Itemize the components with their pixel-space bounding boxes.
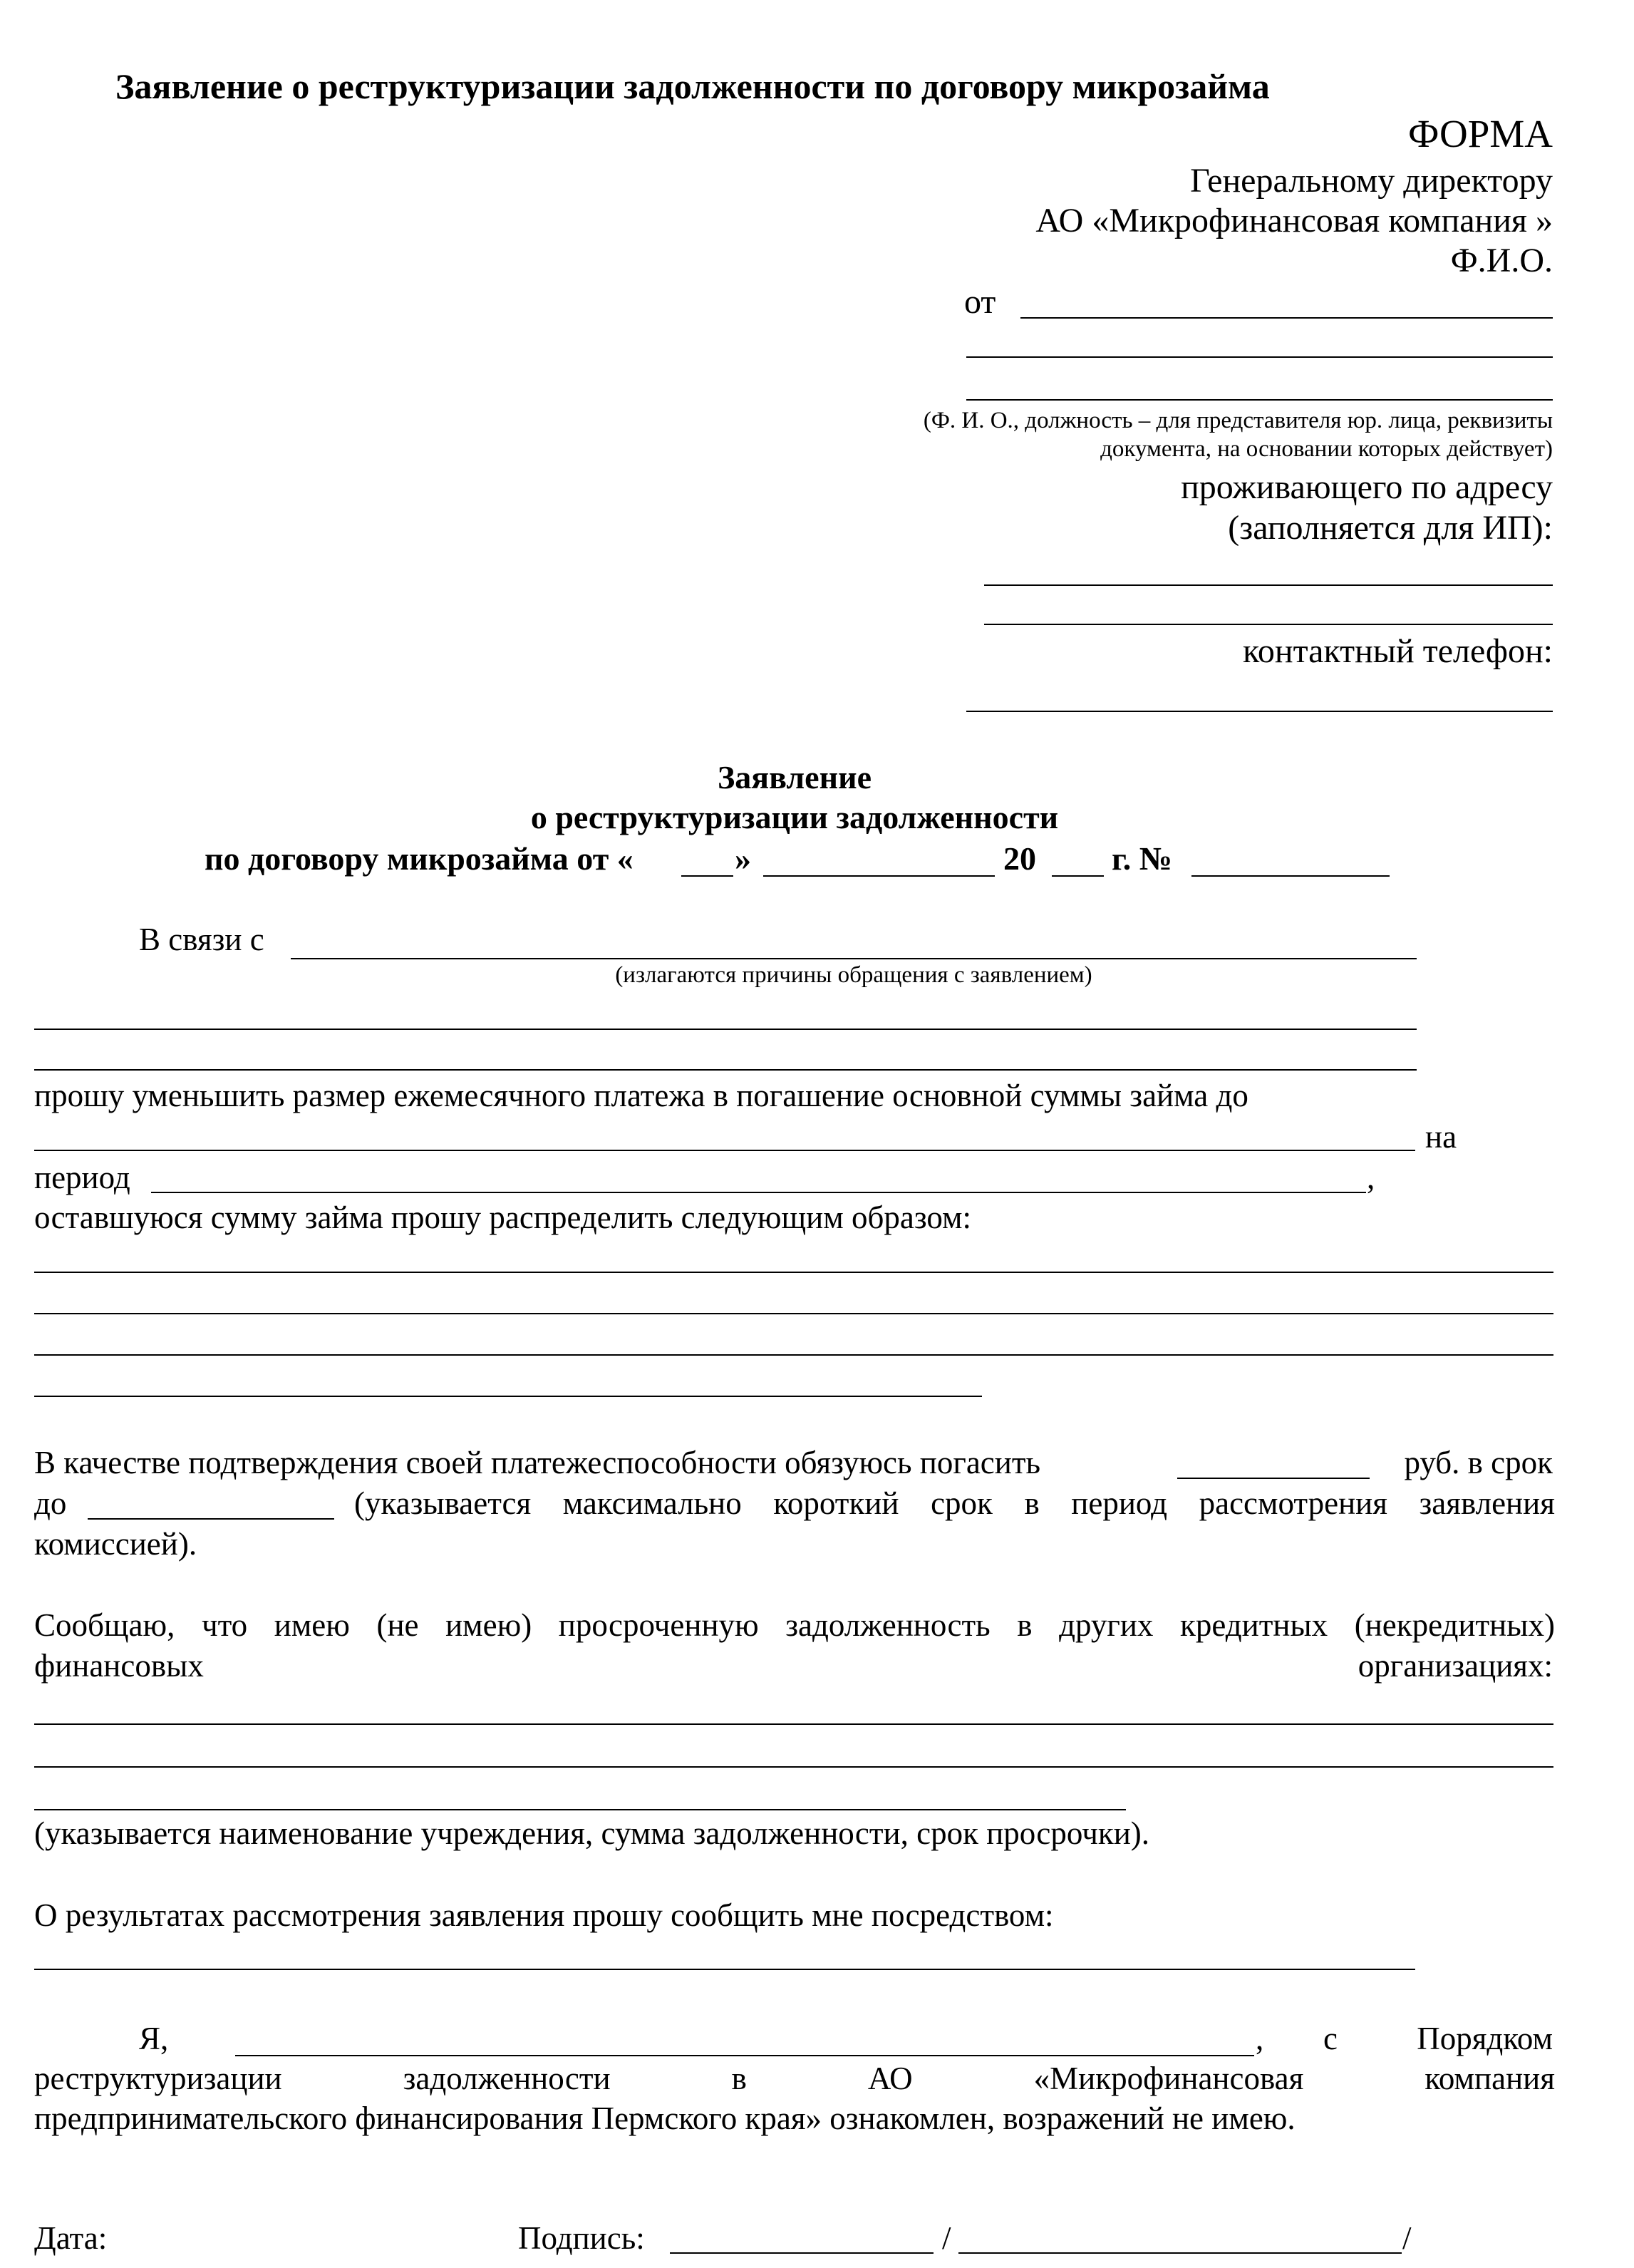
signature-label: Подпись: xyxy=(518,2220,645,2256)
overdue-word: (не xyxy=(376,1607,419,1643)
reason-line-3-field[interactable] xyxy=(34,1069,1417,1071)
phone-field[interactable] xyxy=(966,711,1553,712)
address-line-1-field[interactable] xyxy=(984,584,1553,586)
reason-line-2-field[interactable] xyxy=(34,1029,1417,1030)
contract-year-field[interactable] xyxy=(1052,875,1104,877)
reduce-payment-text: прошу уменьшить размер ежемесячного платежа в погашение основной суммы займа до xyxy=(34,1078,1248,1113)
contract-number-field[interactable] xyxy=(1191,875,1390,877)
applicant-line-2-field[interactable] xyxy=(966,356,1553,358)
solvency-until-label: до xyxy=(34,1485,67,1521)
overdue-word: просроченную xyxy=(558,1607,759,1643)
result-method-field[interactable] xyxy=(34,1969,1415,1970)
solvency-note-word: заявления xyxy=(1419,1485,1555,1521)
contract-month-field[interactable] xyxy=(763,875,995,877)
ack-word: задолженности xyxy=(403,2061,611,2096)
solvency-text: В качестве подтверждения своей платежеспособности обязуюсь погасить xyxy=(34,1445,1041,1480)
on-label: на xyxy=(1425,1119,1457,1155)
ack-name-field[interactable] xyxy=(235,2055,1254,2056)
overdue-note: (указывается наименование учреждения, сумма задолженности, срок просрочки). xyxy=(34,1815,1150,1851)
solvency-note-word: (указывается xyxy=(354,1485,532,1521)
signature-slash-end: / xyxy=(1402,2220,1412,2256)
solvency-note-word: период xyxy=(1071,1485,1168,1521)
signature-field[interactable] xyxy=(670,2252,934,2254)
solvency-note-end: комиссией). xyxy=(34,1526,197,1562)
ack-word: в xyxy=(731,2061,747,2096)
overdue-word: имею xyxy=(274,1607,350,1643)
phone-label: контактный телефон: xyxy=(1243,632,1553,670)
overdue-line-2-left: финансовых xyxy=(34,1648,204,1684)
addressee-company: АО «Микрофинансовая компания » xyxy=(1035,202,1553,239)
ack-word: компания xyxy=(1424,2061,1555,2096)
heading-year-prefix: 20 xyxy=(1003,840,1036,877)
address-line-2-field[interactable] xyxy=(984,624,1553,625)
overdue-word: задолженность xyxy=(785,1607,991,1643)
reason-label: В связи с xyxy=(139,922,264,957)
solvency-note-word: срок xyxy=(931,1485,993,1521)
period-field[interactable] xyxy=(151,1192,1366,1193)
heading-subject: о реструктуризации задолженности xyxy=(530,799,1059,835)
overdue-line-1-field[interactable] xyxy=(34,1723,1553,1725)
date-label: Дата: xyxy=(34,2220,108,2256)
distribution-line-2-field[interactable] xyxy=(34,1313,1553,1314)
form-label: ФОРМА xyxy=(1407,112,1553,155)
reason-note: (излагаются причины обращения с заявлением) xyxy=(615,962,1092,988)
payment-amount-field[interactable] xyxy=(34,1150,1415,1151)
overdue-word: в xyxy=(1017,1607,1033,1643)
overdue-line-2-right: организациях: xyxy=(1358,1648,1553,1684)
overdue-word: Сообщаю, xyxy=(34,1607,175,1643)
solvency-term-label: руб. в срок xyxy=(1404,1445,1553,1480)
overdue-word: других xyxy=(1059,1607,1154,1643)
distribution-line-3-field[interactable] xyxy=(34,1354,1553,1356)
addressee-name: Ф.И.О. xyxy=(1450,242,1553,279)
heading-number-label: г. № xyxy=(1112,840,1172,877)
applicant-line-3-field[interactable] xyxy=(966,399,1553,401)
ack-word: реструктуризации xyxy=(34,2061,282,2096)
applicant-note-line-1: (Ф. И. О., должность – для представителя юр. лица, реквизиты xyxy=(923,408,1553,433)
ack-word: АО xyxy=(867,2061,913,2096)
distribution-line-1-field[interactable] xyxy=(34,1272,1553,1273)
applicant-note-line-2: документа, на основании которых действует) xyxy=(1100,436,1553,462)
ack-word: «Микрофинансовая xyxy=(1033,2061,1304,2096)
document-title: Заявление о реструктуризации задолженности по договору микрозайма xyxy=(115,66,1270,106)
signature-name-field[interactable] xyxy=(958,2252,1402,2254)
ack-s: с xyxy=(1323,2021,1338,2056)
overdue-text xyxy=(34,1609,1555,1641)
overdue-word: имею) xyxy=(445,1607,532,1643)
overdue-line-2-field[interactable] xyxy=(34,1766,1553,1768)
heading-title: Заявление xyxy=(717,759,872,795)
ack-comma: , xyxy=(1256,2021,1264,2056)
from-label: от xyxy=(964,283,996,321)
distribute-text: оставшуюся сумму займа прошу распределить следующим образом: xyxy=(34,1200,971,1235)
heading-contract-prefix: по договору микрозайма от « xyxy=(205,840,634,877)
ack-line-2 xyxy=(34,2063,1555,2095)
signature-slash: / xyxy=(942,2220,951,2256)
solvency-amount-field[interactable] xyxy=(1177,1478,1370,1479)
contract-day-field[interactable] xyxy=(681,875,733,877)
overdue-word: что xyxy=(201,1607,248,1643)
solvency-note-word: в xyxy=(1024,1485,1040,1521)
heading-quote-close: » xyxy=(735,840,751,877)
addressee-title: Генеральному директору xyxy=(1190,162,1553,200)
address-label: проживающего по адресу xyxy=(1181,468,1553,506)
solvency-note xyxy=(354,1485,1555,1521)
period-comma: , xyxy=(1367,1160,1375,1195)
solvency-note-word: короткий xyxy=(773,1485,899,1521)
solvency-note-word: рассмотрения xyxy=(1199,1485,1387,1521)
applicant-name-field[interactable] xyxy=(1020,317,1553,319)
address-note: (заполняется для ИП): xyxy=(1228,509,1553,547)
solvency-date-field[interactable] xyxy=(88,1518,334,1520)
period-label: период xyxy=(34,1160,130,1195)
overdue-word: (некредитных) xyxy=(1354,1607,1555,1643)
result-text: О результатах рассмотрения заявления прошу сообщить мне посредством: xyxy=(34,1897,1054,1933)
overdue-word: кредитных xyxy=(1179,1607,1328,1643)
overdue-line-3-field[interactable] xyxy=(34,1809,1126,1810)
reason-field[interactable] xyxy=(291,958,1417,959)
ack-i: Я, xyxy=(139,2021,169,2056)
ack-line-3: предпринимательского финансирования Пермского края» ознакомлен, возражений не имею. xyxy=(34,2101,1296,2136)
solvency-note-word: максимально xyxy=(562,1485,742,1521)
ack-order: Порядком xyxy=(1417,2021,1553,2056)
distribution-line-4-field[interactable] xyxy=(34,1396,982,1397)
